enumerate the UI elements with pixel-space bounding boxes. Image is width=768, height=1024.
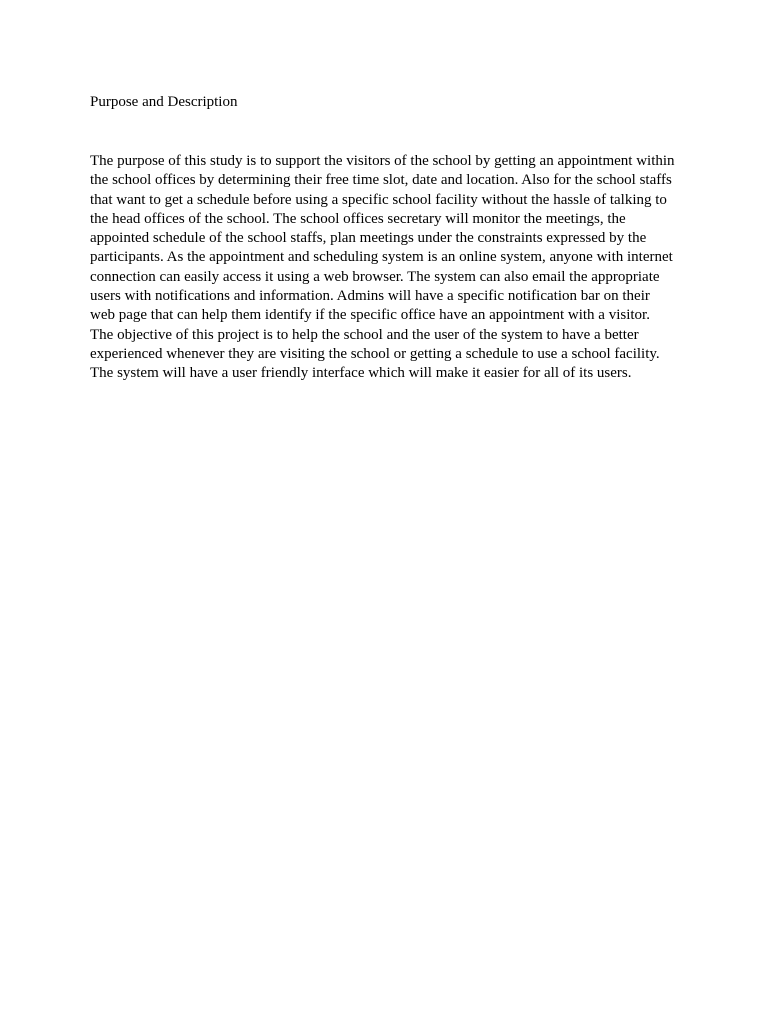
paragraph-line: experienced whenever they are visiting the school or getting a schedule to use a school facility. — [90, 345, 660, 362]
paragraph-line: appointed schedule of the school staffs, plan meetings under the constraints expressed by the — [90, 230, 647, 247]
paragraph-line: The objective of this project is to help the school and the user of the system to have a better — [90, 326, 639, 343]
section-heading: Purpose and Description — [90, 94, 238, 110]
paragraph-line: that want to get a schedule before using a specific school facility without the hassle of talking to — [90, 191, 667, 208]
paragraph-line: The purpose of this study is to support the visitors of the school by getting an appointment within — [90, 153, 675, 169]
paragraph-line: users with notifications and information. Admins will have a specific notification bar on their — [90, 288, 650, 305]
paragraph-line: The system will have a user friendly interface which will make it easier for all of its users. — [90, 365, 632, 382]
paragraph-line: the school offices by determining their free time slot, date and location. Also for the school staffs — [90, 172, 672, 189]
body-paragraph — [90, 152, 690, 384]
paragraph-line: participants. As the appointment and scheduling system is an online system, anyone with internet — [90, 249, 673, 266]
paragraph-line: the head offices of the school. The school offices secretary will monitor the meetings, the — [90, 210, 626, 227]
paragraph-line: connection can easily access it using a web browser. The system can also email the appropriate — [90, 268, 660, 285]
paragraph-line: web page that can help them identify if the specific office have an appointment with a visitor. — [90, 307, 650, 324]
